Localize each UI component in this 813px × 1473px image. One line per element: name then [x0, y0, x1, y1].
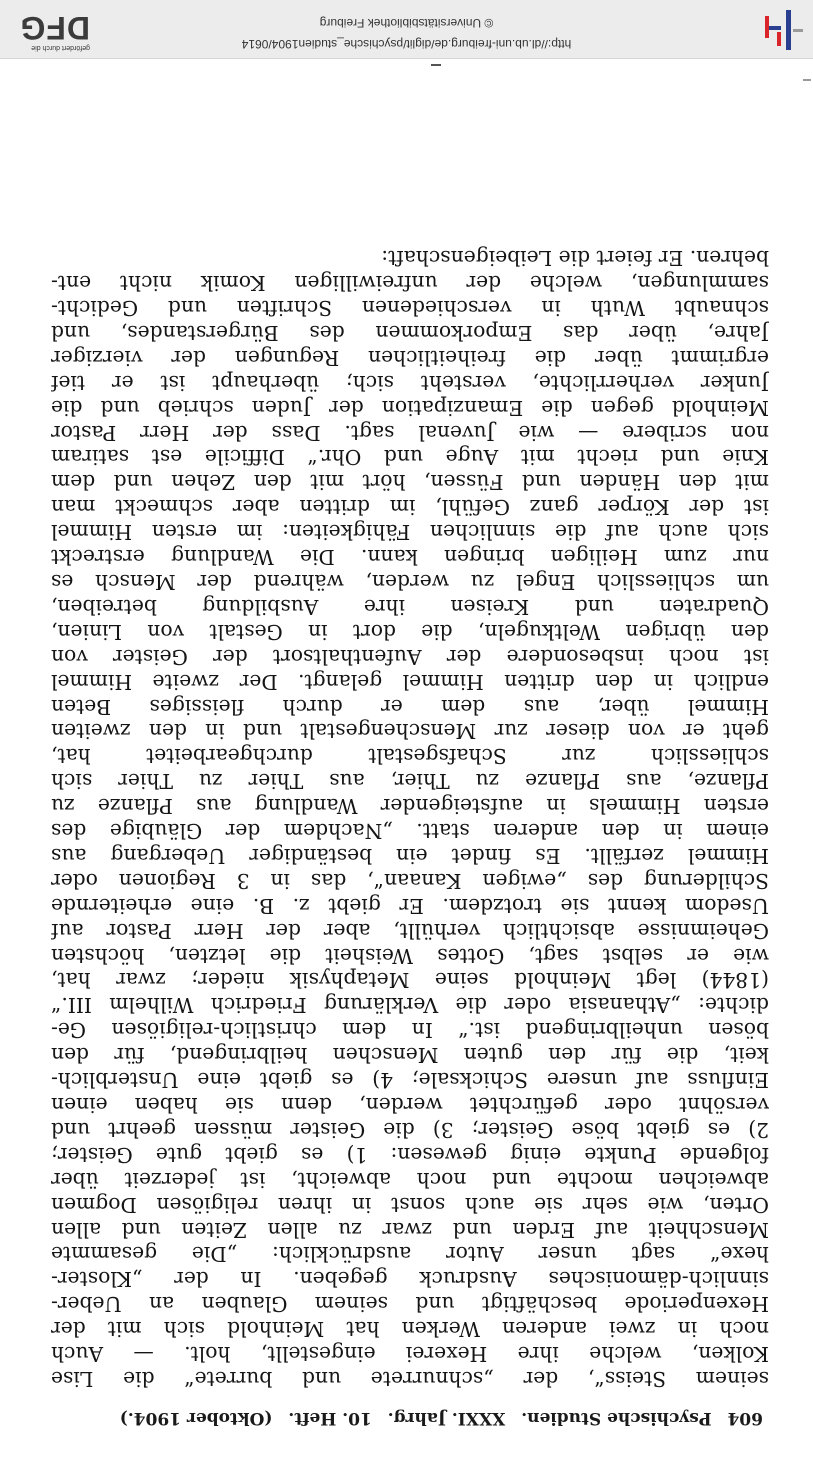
- text-line: (1844) legt Meinhold seine Metaphysik nieder; zwar hat,: [51, 968, 769, 993]
- issue-date: (Oktober 1904.): [119, 1408, 273, 1428]
- viewer-banner: [0, 0, 813, 59]
- text-line: Menschheit auf Erden und zwar zu allen Zeiten und allen: [51, 1217, 769, 1242]
- volume: XXXI. Jahrg.: [387, 1408, 506, 1428]
- text-line: schnaubt Wuth in verschiedenen Schriften und Gedicht-: [51, 296, 769, 321]
- text-line: Meinhold gegen die Emanzipation der Juden schrieb und die: [51, 395, 769, 420]
- text-line: Himmel über, aus dem er durch fleissiges Beten: [51, 694, 769, 719]
- text-line: einem in den anderen statt. „Nachdem der Gläubige des: [51, 819, 769, 844]
- logo-bar-red-2: [765, 16, 769, 38]
- text-line: Einfluss auf unsere Schicksale; 4) es giebt eine Unsterblich-: [51, 1068, 769, 1093]
- text-line: geht er von dieser zur Menschengestalt und in den zweiten: [51, 719, 769, 744]
- text-line: Jahre, über das Emporkommen des Bürgerstandes, und: [51, 320, 769, 345]
- logo-bar-blue: [786, 10, 791, 50]
- page-number: 604: [727, 1408, 763, 1428]
- text-line: sich auch auf die sinnlichen Fähigkeiten: im ersten Himmel: [51, 520, 769, 545]
- text-line: seinem Steiss“, der „schnurrete und burrete“ die Lise: [51, 1367, 769, 1391]
- logo-bar-blue-2: [767, 26, 781, 30]
- text-line: abweichen mochte und noch abweicht, ist jederzeit über: [51, 1167, 769, 1192]
- text-line: 2) es giebt böse Geister; 3) die Geister müssen geehrt und: [51, 1117, 769, 1142]
- text-line: keit, die für den guten Menschen heilbringend, für den: [51, 1043, 769, 1068]
- text-line: bösen unheilbringend ist.“ In dem christlich-religiösen Ge-: [51, 1018, 769, 1043]
- text-line: behren. Er feiert die Leibeigenschaft:: [381, 246, 769, 271]
- text-line: den übrigen Weltkugeln, die dort in Gestalt von Linien,: [51, 619, 769, 644]
- text-line: um schliesslich Engel zu werden, während der Mensch es: [51, 570, 769, 594]
- source-url-link[interactable]: http://dl.ub.uni-freiburg.de/diglit/psychische_studien1904/0614: [241, 37, 572, 51]
- text-line: ist der Körper ganz Gefühl, im dritten aber schmeckt man: [51, 495, 769, 520]
- dfg-mark: DFG: [19, 10, 90, 46]
- text-line: Quadraten und Kreisen ihre Ausbildung betreiben,: [51, 594, 769, 619]
- text-line: ergrimmt über die freiheitlichen Regungen der vierziger: [51, 345, 769, 370]
- banner-center: [150, 12, 663, 54]
- text-line: Knie und riecht mit Auge und Ohr.“ Difficile est satiram: [51, 445, 769, 470]
- text-line: Hexenperiode beschäftigt und seinem Glauben an Ueber-: [51, 1292, 769, 1317]
- dfg-tagline: gefördert durch die: [31, 44, 90, 51]
- text-line: Schilderung des „ewigen Kanaan“, das in 3 Regionen oder: [51, 868, 769, 893]
- text-line: Orten, wie sehr sie auch sonst in ihren religiösen Dogmen: [51, 1192, 769, 1217]
- text-line: sinnlich-dämonisches Ausdruck gegeben. In der „Kloster-: [51, 1267, 769, 1292]
- text-line: mit den Händen und Füssen, hört mit den Zehen und dem: [51, 470, 769, 495]
- text-line: sammlungen, welche der unfreiwilligen Komik nicht ent-: [51, 271, 769, 296]
- text-line: endlich in den dritten Himmel gelangt. Der zweite Himmel: [51, 669, 769, 694]
- text-line: wie er selbst sagt, Gottes Weisheit die letzten, höchsten: [51, 943, 769, 968]
- text-line: Kolken, welche ihre Hexerei eingestellt, holt. — Auch: [51, 1342, 769, 1367]
- running-head: [51, 1407, 769, 1429]
- text-line: Pflanze, aus Pflanze zu Thier, aus Thier zu Thier sich: [51, 769, 769, 794]
- text-line: versöhnt oder gefürchtet werden, denn sie haben einen: [51, 1093, 769, 1118]
- text-line: Junker verherrlichte, versteht sich; überhaupt ist er tief: [51, 370, 769, 395]
- text-line: nur zum Heiligen bringen kann. Die Wandlung erstreckt: [51, 545, 769, 570]
- copyright-text: © Universitätsbibliothek Freiburg: [319, 16, 494, 30]
- text-line: Geheimnisse absichtlich verhüllt, aber der Herr Pastor auf: [51, 918, 769, 943]
- text-line: Himmel zerfällt. Es findet ein beständiger Uebergang aus: [51, 843, 769, 868]
- logo-bar-red: [777, 32, 781, 46]
- body-text: [51, 245, 769, 1391]
- text-line: Usedom kennt sie trotzdem. Er giebt z. B. eine erheiternde: [51, 893, 769, 918]
- text-line: noch in zwei anderen Werken hat Meinhold sich mit der: [51, 1317, 769, 1342]
- page-mark: [431, 64, 441, 66]
- text-line: ist noch insbesondere der Aufenthaltsort der Geister von: [51, 644, 769, 669]
- text-line: ersten Himmels in aufsteigender Wandlung aus Pflanze zu: [51, 794, 769, 819]
- text-line: hexe“ sagt unser Autor ausdrücklich: „Die gesammte: [51, 1242, 769, 1267]
- text-line: folgende Punkte einig gewesen: 1) es giebt gute Geister;: [51, 1142, 769, 1167]
- text-line: schliesslich zur Schafsgestalt durchgearbeitet hat,: [51, 744, 769, 769]
- issue: 10. Heft.: [288, 1408, 372, 1428]
- book-page: [51, 245, 769, 1429]
- text-line: non scribere — wie Juvenal sagt. Dass der Herr Pastor: [51, 420, 769, 445]
- edge-mark: [803, 79, 811, 81]
- logo-bar-gray: [793, 29, 803, 32]
- text-line: dichte: „Athanasia oder die Verklärung Friedrich Wilhelm III.“: [51, 993, 769, 1018]
- library-logo-icon[interactable]: [757, 8, 805, 52]
- dfg-logo[interactable]: [6, 12, 90, 52]
- journal-title: Psychische Studien.: [521, 1408, 712, 1428]
